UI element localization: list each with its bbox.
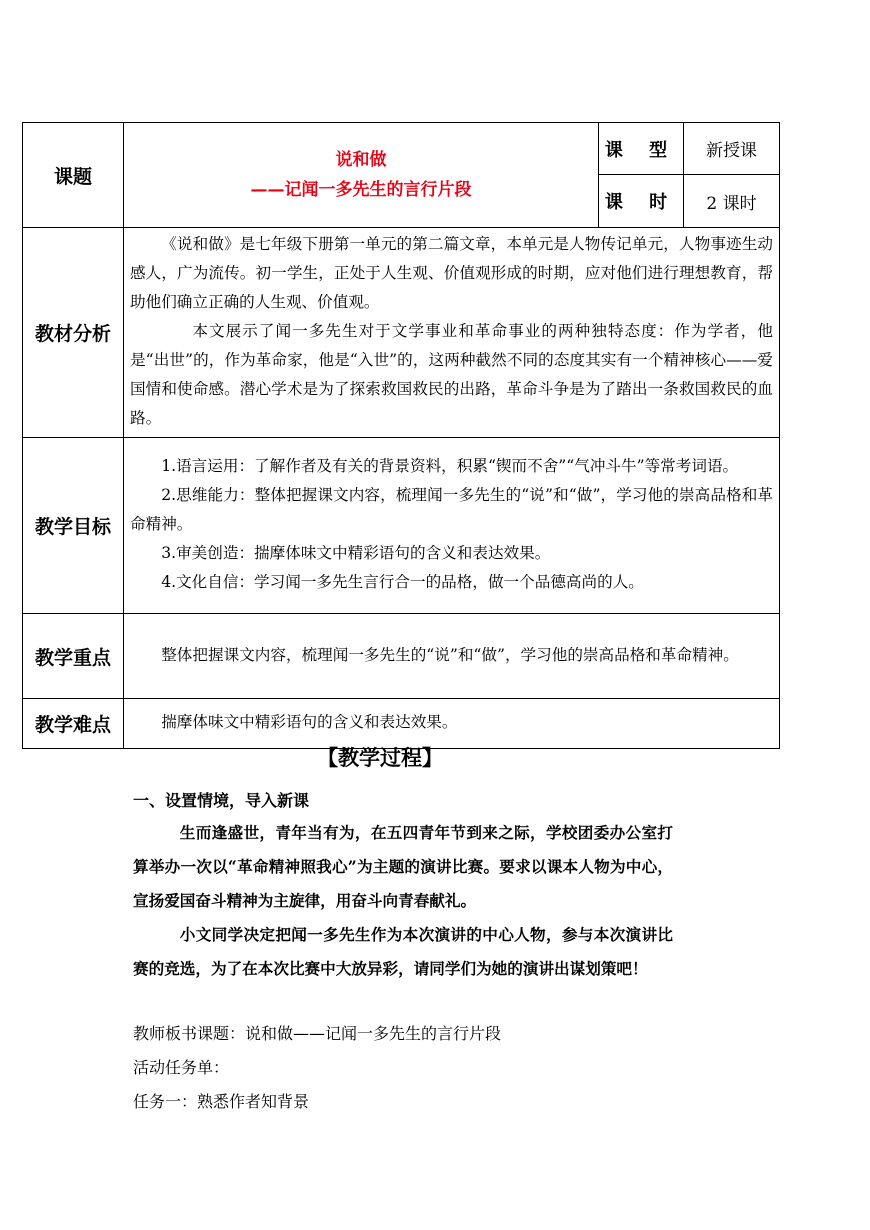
goals-content: [124, 438, 780, 614]
analysis-paragraph-2: 本文展示了闻一多先生对于文学事业和革命事业的两种独特态度：作为学者，他是“出世”的，作为革命家，他是“入世”的，这两种截然不同的态度其实有一个精神核心——爱国情和使命感。潜心学术是为了探索救国救民的出路，革命斗争是为了踏出一条救国救民的血路。: [130, 322, 773, 427]
board-title-line: 教师板书课题：说和做——记闻一多先生的言行片段: [133, 1024, 502, 1043]
analysis-content: [124, 228, 780, 438]
goal-item: 2.思维能力：整体把握课文内容，梳理闻一多先生的“说”和“做”，学习他的崇高品格和革命精神。: [130, 486, 773, 533]
lesson-type-label: 课 型: [599, 123, 684, 175]
goal-item: 1.语言运用：了解作者及有关的背景资料，积累“锲而不舍”“气冲斗牛”等常考词语。: [161, 457, 739, 475]
analysis-paragraph-1: 《说和做》是七年级下册第一单元的第二篇文章，本单元是人物传记单元，人物事迹生动感人，广为流传。初一学生，正处于人生观、价值观形成的时期，应对他们进行理想教育，帮助他们确立正确的人生观、价值观。: [130, 235, 773, 311]
lesson-title: [124, 123, 599, 228]
goal-item: 4.文化自信：学习闻一多先生言行合一的品格，做一个品德高尚的人。: [161, 573, 644, 591]
scenario-paragraph-1: 生而逢盛世，青年当有为，在五四青年节到来之际，学校团委办公室打算举办一次以“革命精神照我心”为主题的演讲比赛。要求以课本人物为中心，宣扬爱国奋斗精神为主旋律，用奋斗向青春献礼。: [133, 823, 673, 910]
lesson-plan-table: [22, 122, 780, 749]
difficulty-content: [124, 699, 780, 749]
scenario-paragraph-2: 小文同学决定把闻一多先生作为本次演讲的中心人物，参与本次演讲比赛的竞选，为了在本次比赛中大放异彩，请同学们为她的演讲出谋划策吧！: [133, 925, 673, 978]
key-points-label: 教学重点: [23, 614, 124, 699]
key-points-text: 整体把握课文内容，梳理闻一多先生的“说”和“做”，学习他的崇高品格和革命精神。: [161, 645, 739, 664]
lesson-title-main: 说和做: [335, 150, 387, 170]
step-1-title: 一、设置情境，导入新课: [133, 791, 310, 810]
lesson-type-value: 新授课: [684, 123, 780, 175]
analysis-label: 教材分析: [23, 228, 124, 438]
scenario-text: [133, 816, 673, 986]
goals-label: 教学目标: [23, 438, 124, 614]
key-points-content: [124, 614, 780, 699]
task-1-line: 任务一：熟悉作者知背景: [133, 1092, 310, 1111]
goal-item: 3.审美创造：揣摩体味文中精彩语句的含义和表达效果。: [161, 544, 551, 562]
lesson-hours-value: 2 课时: [684, 175, 780, 228]
lesson-hours-label: 课 时: [599, 175, 684, 228]
topic-label: 课题: [23, 123, 124, 228]
difficulty-text: 揣摩体味文中精彩语句的含义和表达效果。: [161, 713, 458, 731]
teaching-process-heading: 【教学过程】: [317, 746, 443, 770]
task-list-label: 活动任务单：: [133, 1058, 230, 1077]
difficulty-label: 教学难点: [23, 699, 124, 749]
lesson-title-sub: ——记闻一多先生的言行片段: [250, 180, 472, 200]
